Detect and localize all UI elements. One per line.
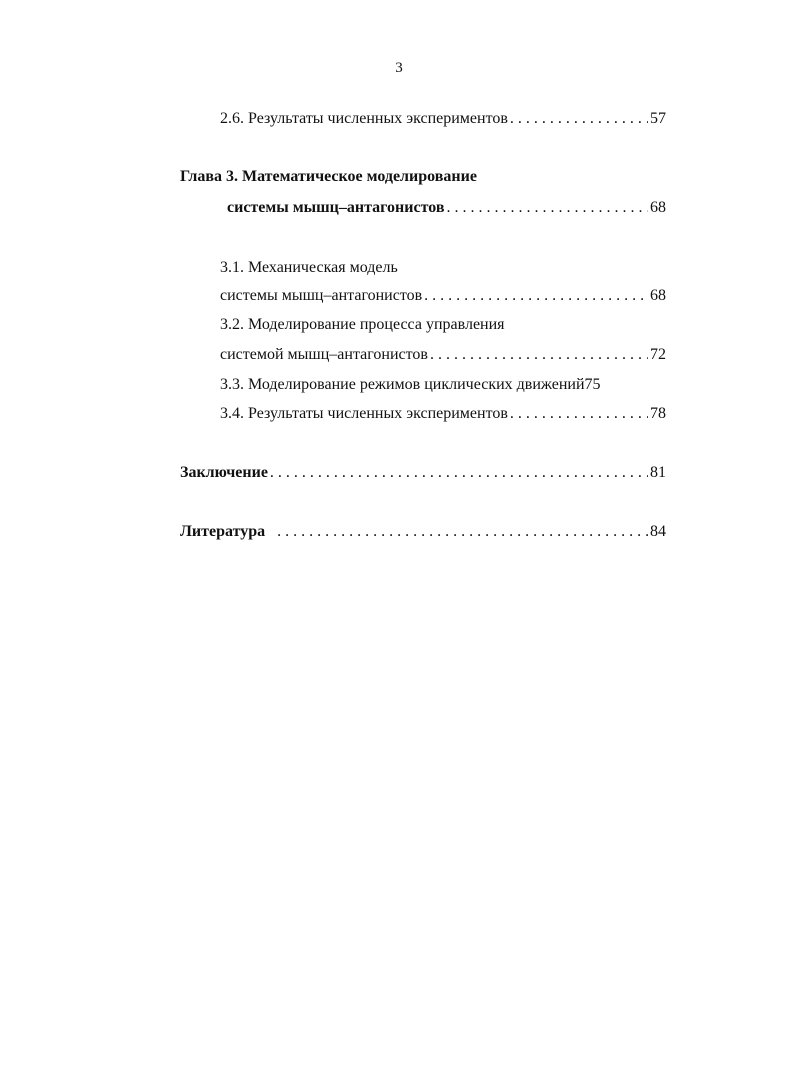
toc-entry-title: Заключение xyxy=(180,464,268,481)
toc-entry-page: 78 xyxy=(650,405,666,422)
toc-entry-literature xyxy=(180,521,666,543)
toc-entry-title: системы мышц–антагонистов xyxy=(220,287,423,304)
toc-entry-title: системой мышц–антагонистов xyxy=(220,346,428,363)
toc-entry-2-6 xyxy=(220,108,666,130)
toc-entry-3-2-title: 3.2. Моделирование процесса управления xyxy=(220,316,505,333)
toc-entry-title: 3.3. Моделирование режимов циклических движений xyxy=(220,376,585,393)
dot-leader xyxy=(510,108,648,130)
toc-entry-chapter-3 xyxy=(227,197,666,219)
dot-leader xyxy=(277,521,648,543)
toc-entry-page: 81 xyxy=(650,464,666,481)
toc-entry-page: 75 xyxy=(584,376,601,393)
toc-entry-3-1 xyxy=(220,285,666,307)
dot-leader xyxy=(270,462,648,484)
dot-leader xyxy=(430,344,648,366)
toc-entry-3-1-title: 3.1. Механическая модель xyxy=(220,259,398,276)
dot-leader xyxy=(510,403,648,425)
toc-entry-title: 2.6. Результаты численных экспериментов xyxy=(220,110,508,127)
toc-entry-page: 72 xyxy=(650,346,666,363)
toc-entry-conclusion xyxy=(180,462,666,484)
toc-entry-page: 84 xyxy=(650,523,666,540)
chapter-3-title: Глава 3. Математическое моделирование xyxy=(180,168,477,185)
toc-entry-3-2 xyxy=(220,344,666,366)
toc-entry-3-3 xyxy=(220,374,601,396)
page-number: 3 xyxy=(395,60,403,76)
toc-entry-3-4 xyxy=(220,403,666,425)
toc-entry-page: 68 xyxy=(650,199,666,216)
toc-entry-title: Литература xyxy=(180,523,266,540)
toc-entry-title: системы мышц–антагонистов xyxy=(227,199,445,216)
toc-entry-page: 68 xyxy=(650,287,666,304)
dot-leader xyxy=(446,197,648,219)
toc-entry-title: 3.4. Результаты численных экспериментов xyxy=(220,405,508,422)
dot-leader xyxy=(424,285,648,307)
toc-entry-page: 57 xyxy=(650,110,666,127)
